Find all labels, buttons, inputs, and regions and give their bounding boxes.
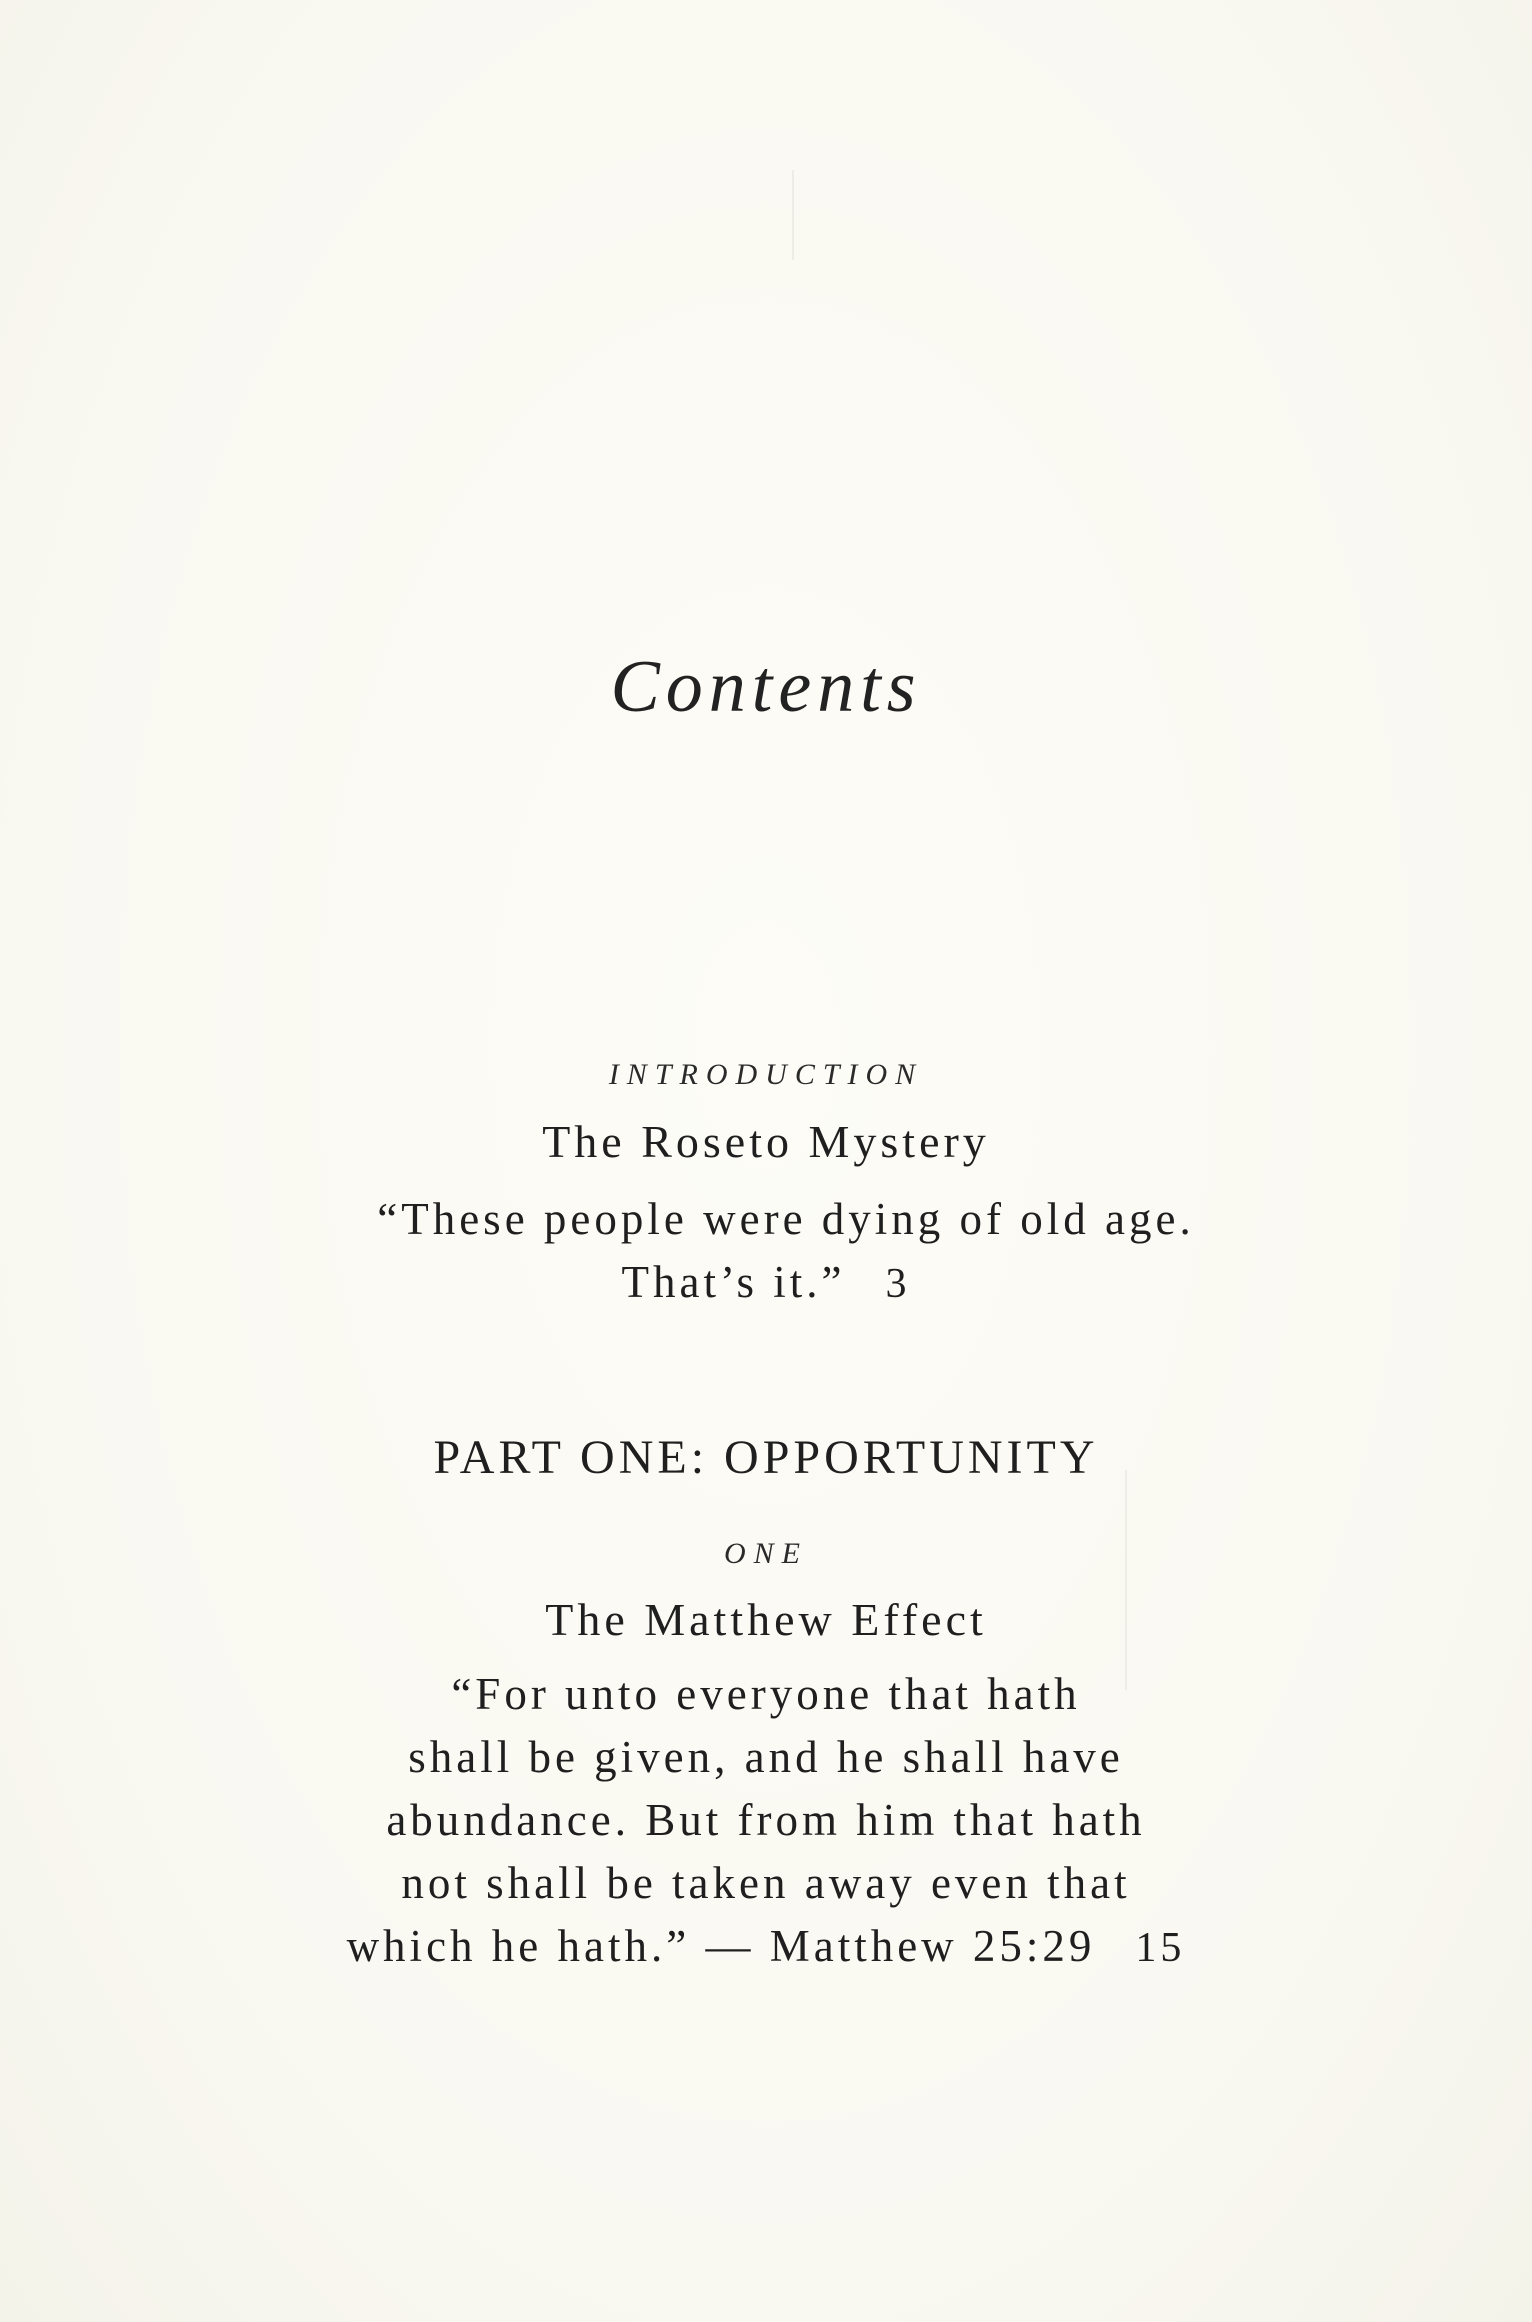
- introduction-chapter-title: The Roseto Mystery: [542, 1116, 990, 1167]
- chapter-one-epigraph-line: not shall be taken away even that: [401, 1858, 1131, 1908]
- chapter-one-page-number: 15: [1135, 1925, 1186, 1971]
- page-crease: [1125, 1470, 1127, 1690]
- chapter-one-epigraph-line: abundance. But from him that hath: [386, 1795, 1146, 1845]
- chapter-one-epigraph-line: shall be given, and he shall have: [408, 1732, 1124, 1782]
- contents-title: Contents: [610, 646, 922, 728]
- chapter-one-title: The Matthew Effect: [545, 1594, 987, 1645]
- chapter-one-epigraph-line: “For unto everyone that hath: [451, 1669, 1081, 1719]
- epigraph-text: That’s it.”: [621, 1257, 846, 1307]
- chapter-one-label: ONE: [724, 1537, 808, 1570]
- introduction-epigraph-line: “These people were dying of old age.: [377, 1194, 1195, 1244]
- introduction-label: INTRODUCTION: [608, 1058, 924, 1091]
- part-one-heading: PART ONE: OPPORTUNITY: [433, 1431, 1099, 1484]
- introduction-epigraph-line: [0, 1251, 1532, 1316]
- page-crease: [792, 170, 794, 260]
- introduction-page-number: 3: [885, 1261, 911, 1307]
- epigraph-text: which he hath.” — Matthew 25:29: [346, 1921, 1096, 1971]
- chapter-one-epigraph-line: [0, 1915, 1532, 1980]
